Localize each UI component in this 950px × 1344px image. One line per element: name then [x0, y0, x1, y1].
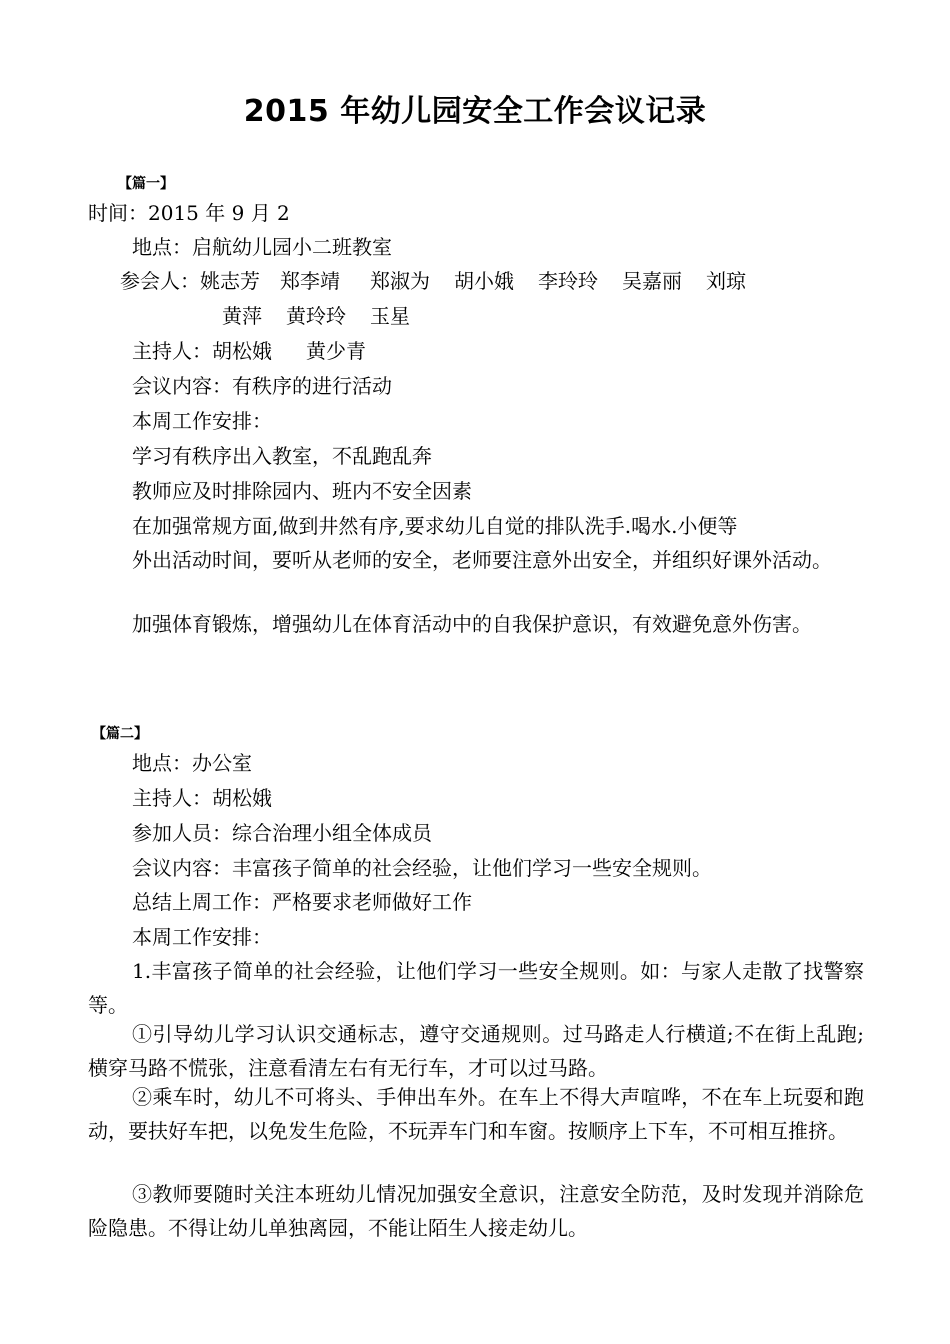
- section1-item: 教师应及时排除园内、班内不安全因素: [132, 479, 472, 503]
- section1-hosts: [132, 339, 366, 363]
- section1-content: 会议内容：有秩序的进行活动: [132, 374, 392, 398]
- section1-item: 在加强常规方面,做到井然有序,要求幼儿自觉的排队洗手.喝水.小便等: [132, 514, 738, 538]
- section1-paragraph-pe: 加强体育锻炼，增强幼儿在体育活动中的自我保护意识，有效避免意外伤害。: [132, 612, 812, 636]
- attendee-name: 吴嘉丽: [622, 269, 682, 293]
- section2-content: 会议内容：丰富孩子简单的社会经验，让他们学习一些安全规则。: [132, 856, 712, 880]
- attendee-name: 黄萍: [222, 304, 262, 328]
- attendee-name: 郑李靖: [280, 269, 340, 293]
- section2-label: 【篇二】: [92, 726, 148, 742]
- section1-time: 时间：2015 年 9 月 2: [88, 201, 290, 225]
- section2-participants: 参加人员：综合治理小组全体成员: [132, 821, 432, 845]
- attendees-label: 参会人：: [120, 269, 200, 293]
- section2-paragraph: ②乘车时，幼儿不可将头、手伸出车外。在车上不得大声喧哗，不在车上玩耍和跑动，要扶好车把，以免发生危险，不玩弄车门和车窗。按顺序上下车，不可相互推挤。: [88, 1085, 864, 1143]
- attendee-name: 玉星: [370, 304, 410, 328]
- attendee-name: 郑淑为: [370, 269, 430, 293]
- attendee-name: 姚志芳: [200, 269, 260, 293]
- section1-attendees-row2: [222, 304, 410, 328]
- attendee-name: 刘琼: [706, 269, 746, 293]
- section1-paragraph-outdoor: 外出活动时间，要听从老师的安全，老师要注意外出安全，并组织好课外活动。: [132, 548, 832, 572]
- section1-plan-label: 本周工作安排：: [132, 409, 272, 433]
- attendee-name: 黄玲玲: [286, 304, 346, 328]
- section1-place: 地点：启航幼儿园小二班教室: [132, 235, 392, 259]
- section1-label: 【篇一】: [118, 176, 174, 192]
- attendee-name: 李玲玲: [538, 269, 598, 293]
- section2-place: 地点：办公室: [132, 751, 252, 775]
- document-title: 2015 年幼儿园安全工作会议记录: [243, 94, 707, 129]
- host-name: 胡松娥: [212, 339, 272, 363]
- section2-paragraph: 1.丰富孩子简单的社会经验，让他们学习一些安全规则。如：与家人走散了找警察等。: [88, 959, 864, 1017]
- section2-plan-label: 本周工作安排：: [132, 925, 272, 949]
- section2-summary: 总结上周工作：严格要求老师做好工作: [132, 890, 472, 914]
- section1-item: 学习有秩序出入教室，不乱跑乱奔: [132, 444, 432, 468]
- section2-paragraph: ①引导幼儿学习认识交通标志，遵守交通规则。过马路走人行横道;不在街上乱跑;横穿马路不慌张，注意看清左右有无行车，才可以过马路。: [88, 1022, 864, 1080]
- host-name: 黄少青: [306, 339, 366, 363]
- section2-paragraph: ③教师要随时关注本班幼儿情况加强安全意识，注意安全防范，及时发现并消除危险隐患。不得让幼儿单独离园，不能让陌生人接走幼儿。: [88, 1182, 864, 1240]
- host-label: 主持人：: [132, 339, 212, 363]
- section1-attendees-row1: [120, 269, 746, 293]
- attendee-name: 胡小娥: [454, 269, 514, 293]
- section2-host: 主持人：胡松娥: [132, 786, 272, 810]
